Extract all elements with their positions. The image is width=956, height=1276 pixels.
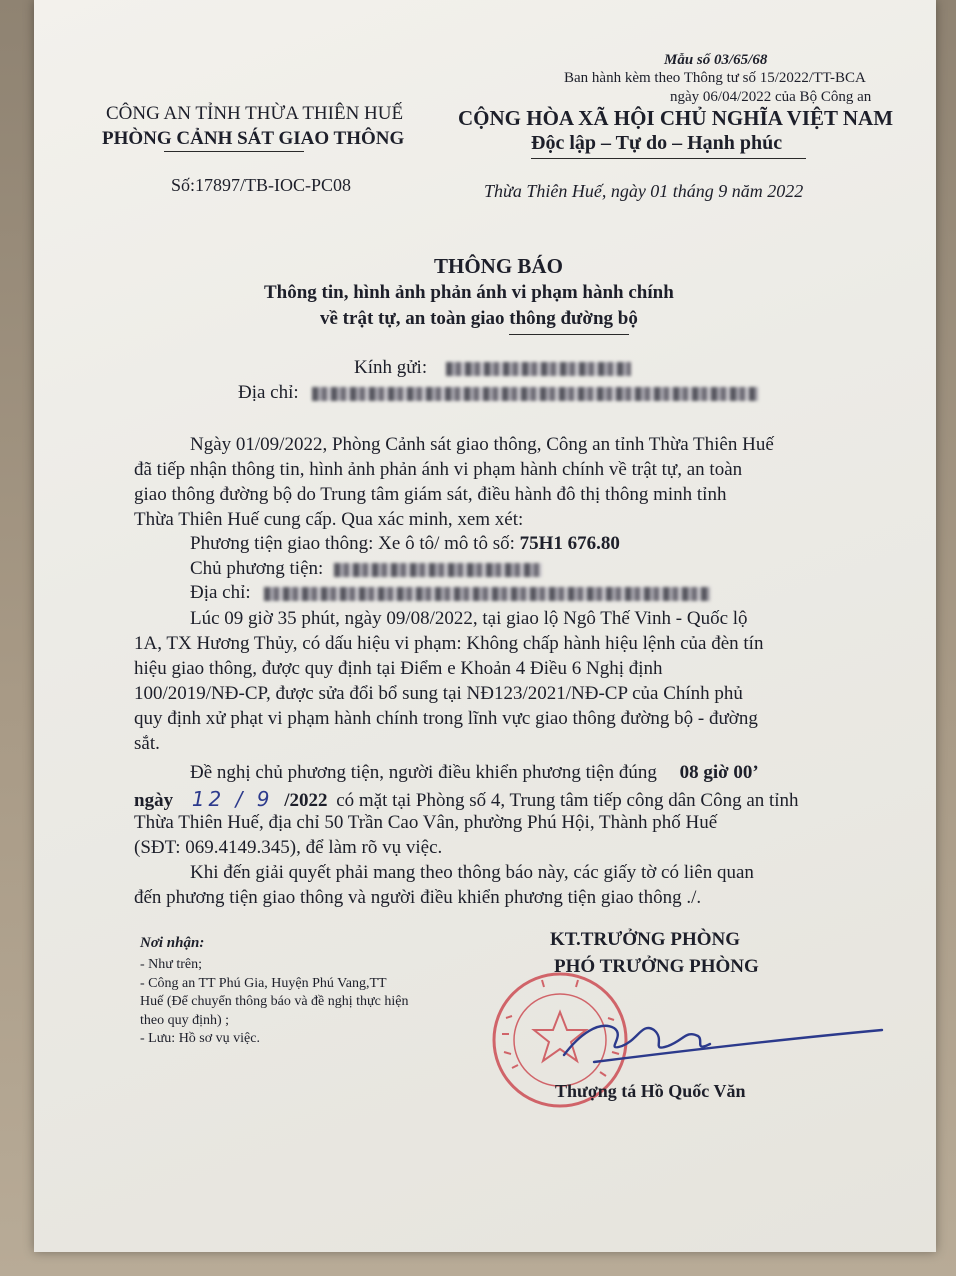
title-underline <box>509 334 629 335</box>
redacted-owner-name <box>334 563 542 577</box>
recipient-item-2-line3: theo quy định) ; <box>140 1013 230 1028</box>
para3-line2 <box>134 787 799 812</box>
document-subtitle-line2: về trật tự, an toàn giao thông đường bộ <box>320 308 638 329</box>
nation-name: CỘNG HÒA XÃ HỘI CHỦ NGHĨA VIỆT NAM <box>458 106 894 130</box>
form-issued-line1: Ban hành kèm theo Thông tư số 15/2022/TT-BCA <box>564 70 866 86</box>
para3-line3: Thừa Thiên Huế, địa chỉ 50 Trần Cao Vân, phường Phú Hội, Thành phố Huế <box>134 812 718 833</box>
document-number: Số:17897/TB-IOC-PC08 <box>171 175 352 195</box>
para4-line2: đến phương tiện giao thông và người điều khiển phương tiện giao thông ./. <box>134 887 702 908</box>
para1-line1: Ngày 01/09/2022, Phòng Cảnh sát giao thông, Công an tỉnh Thừa Thiên Huế <box>190 434 774 455</box>
para2-line4: 100/2019/NĐ-CP, được sửa đổi bổ sung tại NĐ123/2021/NĐ-CP của Chính phủ <box>134 683 743 704</box>
form-number: Mẫu số 03/65/68 <box>664 52 768 68</box>
para2-line1: Lúc 09 giờ 35 phút, ngày 09/08/2022, tại giao lộ Ngô Thế Vinh - Quốc lộ <box>190 608 748 629</box>
para2-line6: sắt. <box>134 733 160 754</box>
appointment-day-label: ngày <box>134 790 174 811</box>
to-label: Kính gửi: <box>354 357 428 378</box>
form-issued-line2: ngày 06/04/2022 của Bộ Công an <box>670 89 872 105</box>
para2-line3: hiệu giao thông, được quy định tại Điểm e Khoản 4 Điều 6 Nghị định <box>134 658 663 679</box>
recipients-title: Nơi nhận: <box>140 935 205 951</box>
para3-request: Đề nghị chủ phương tiện, người điều khiển phương tiện đúng <box>190 762 657 783</box>
para2-line5: quy định xử phạt vi phạm hành chính trong lĩnh vực giao thông đường bộ - đường <box>134 708 758 729</box>
motto-underline <box>531 158 806 159</box>
redacted-owner-address <box>264 587 710 601</box>
agency-parent: CÔNG AN TỈNH THỪA THIÊN HUẾ <box>106 103 404 124</box>
agency-unit: PHÒNG CẢNH SÁT GIAO THÔNG <box>102 128 405 149</box>
vehicle-plate: 75H1 676.80 <box>519 533 620 554</box>
recipient-item-2-line2: Huế (Để chuyển thông báo và đề nghị thực hiện <box>140 994 409 1009</box>
signature-title-line2: PHÓ TRƯỞNG PHÒNG <box>554 956 759 977</box>
nation-motto: Độc lập – Tự do – Hạnh phúc <box>531 132 783 154</box>
handwritten-date: 12 / 9 <box>191 787 274 811</box>
address-label: Địa chỉ: <box>238 382 299 403</box>
para3-line4: (SĐT: 069.4149.345), để làm rõ vụ việc. <box>134 837 443 858</box>
recipient-item-3: - Lưu: Hồ sơ vụ việc. <box>140 1031 260 1046</box>
para4-line1: Khi đến giải quyết phải mang theo thông báo này, các giấy tờ có liên quan <box>190 862 754 883</box>
vehicle-line <box>190 533 620 555</box>
signature-title-line1: KT.TRƯỞNG PHÒNG <box>550 929 740 950</box>
para3-line1 <box>190 762 759 784</box>
para2-line2: 1A, TX Hương Thủy, có dấu hiệu vi phạm: Không chấp hành hiệu lệnh của đèn tín <box>134 633 764 654</box>
owner-address-label: Địa chỉ: <box>190 582 251 603</box>
notice-paper <box>34 0 936 1252</box>
para1-line2: đã tiếp nhận thông tin, hình ảnh phản ánh vi phạm hành chính về trật tự, an toàn <box>134 459 743 480</box>
place-date: Thừa Thiên Huế, ngày 01 tháng 9 năm 2022 <box>484 181 804 201</box>
agency-underline <box>164 151 304 152</box>
recipient-item-2-line1: - Công an TT Phú Gia, Huyện Phú Vang,TT <box>140 976 387 991</box>
appointment-year: /2022 <box>284 790 328 811</box>
recipient-item-1: - Như trên; <box>140 957 203 972</box>
signer-name: Thượng tá Hồ Quốc Văn <box>555 1081 746 1101</box>
redacted-recipient-name <box>446 362 631 376</box>
appointment-time: 08 giờ 00’ <box>679 762 759 783</box>
document-subtitle-line1: Thông tin, hình ảnh phản ánh vi phạm hành chính <box>264 282 674 303</box>
redacted-recipient-address <box>312 387 758 401</box>
handwritten-signature <box>534 1000 894 1080</box>
document-title: THÔNG BÁO <box>434 254 563 278</box>
owner-label: Chủ phương tiện: <box>190 558 324 579</box>
para1-line4: Thừa Thiên Huế cung cấp. Qua xác minh, xem xét: <box>134 509 524 530</box>
appointment-location: có mặt tại Phòng số 4, Trung tâm tiếp công dân Công an tỉnh <box>336 790 799 811</box>
para1-line3: giao thông đường bộ do Trung tâm giám sát, điều hành đô thị thông minh tỉnh <box>134 484 727 505</box>
vehicle-label: Phương tiện giao thông: Xe ô tô/ mô tô số: <box>190 533 520 554</box>
